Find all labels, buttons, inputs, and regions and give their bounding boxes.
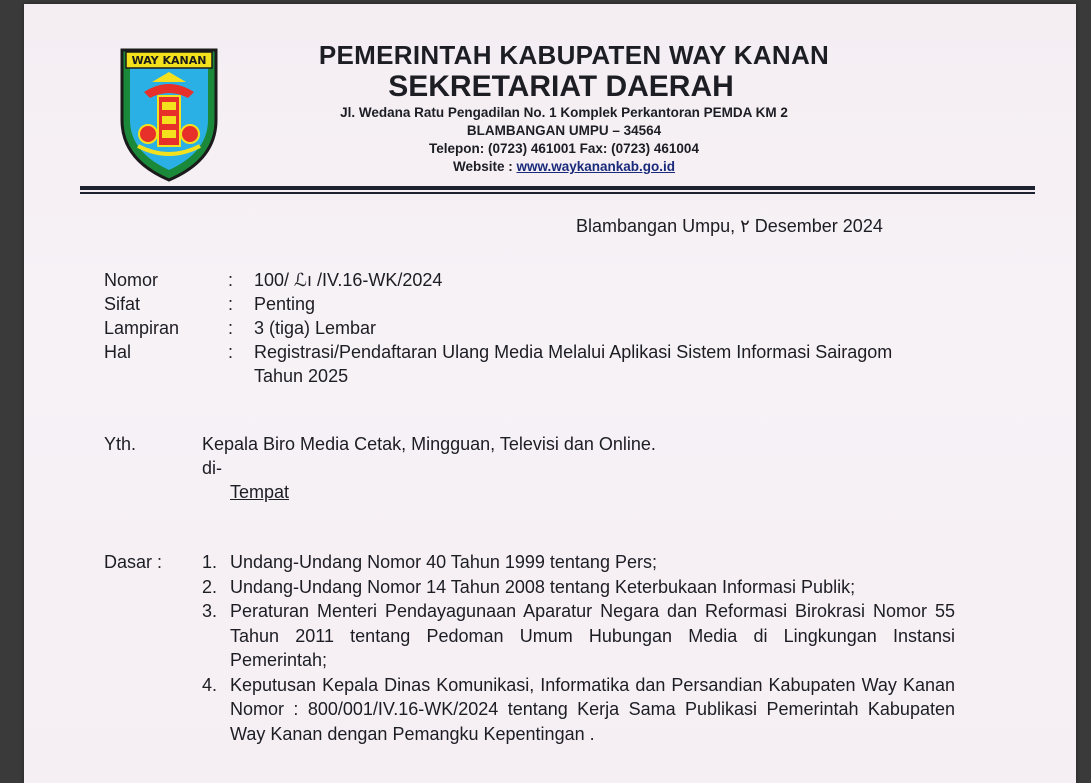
meta-row-hal	[104, 340, 934, 388]
place-date: Blambangan Umpu, ٢ Desember 2024	[576, 216, 883, 236]
meta-colon: :	[228, 294, 234, 314]
list-item-text: Undang-Undang Nomor 40 Tahun 1999 tentang Pers;	[230, 552, 657, 572]
letterhead-website-row	[264, 158, 864, 176]
letterhead	[264, 40, 864, 176]
meta-label: Hal	[104, 342, 132, 362]
meta-colon: :	[228, 270, 234, 290]
letterhead-address: Jl. Wedana Ratu Pengadilan No. 1 Komplek Perkantoran PEMDA KM 2	[340, 105, 788, 120]
list-item-number: 4.	[202, 674, 218, 695]
letter-page	[24, 4, 1076, 783]
recipient-di: di-	[202, 458, 223, 478]
recipient-label: Yth.	[104, 434, 137, 454]
recipient-name: Kepala Biro Media Cetak, Mingguan, Televisi dan Online.	[202, 434, 656, 454]
list-item-number: 1.	[202, 552, 218, 572]
meta-value: Registrasi/Pendaftaran Ulang Media Melalui Aplikasi Sistem Informasi Sairagom Tahun 2025	[254, 342, 893, 386]
list-item-number: 2.	[202, 576, 218, 597]
letterhead-divider-thick	[80, 186, 1035, 190]
list-item-text: Peraturan Menteri Pendayagunaan Aparatur Negara dan Reformasi Birokrasi Nomor 55 Tahun 2011 tentang Pedoman Umum Hubungan Media di Lingkungan Instansi Pemerintah;	[230, 601, 955, 670]
recipient-tempat: Tempat	[230, 482, 290, 502]
meta-value: 100/ ℒı /IV.16-WK/2024	[254, 270, 443, 290]
meta-colon: :	[228, 318, 234, 338]
list-item	[202, 599, 955, 673]
list-item-number: 3.	[202, 601, 218, 621]
list-item	[202, 575, 955, 600]
meta-label: Lampiran	[104, 318, 180, 338]
meta-row-sifat	[104, 292, 934, 316]
list-item	[202, 550, 955, 575]
letterhead-city: BLAMBANGAN UMPU – 34564	[466, 123, 662, 138]
meta-value: Penting	[254, 294, 316, 314]
letterhead-phone: Telepon: (0723) 461001 Fax: (0723) 461004	[429, 141, 699, 156]
letterhead-title: PEMERINTAH KABUPATEN WAY KANAN	[318, 40, 830, 70]
list-item-text: Keputusan Kepala Dinas Komunikasi, Informatika dan Persandian Kabupaten Way Kanan Nomor : 800/001/IV.16-WK/2024 tentang Kerja Sama Publikasi Pemerintah Kabupaten Way Kanan dengan Pemangku Kepentingan .	[230, 674, 955, 744]
letter-meta	[104, 268, 934, 388]
website-label: Website :	[452, 159, 513, 174]
dasar-list	[202, 550, 955, 746]
website-link[interactable]: www.waykanankab.go.id	[516, 159, 676, 174]
meta-row-nomor	[104, 268, 934, 292]
meta-colon: :	[228, 342, 234, 362]
letterhead-subtitle: SEKRETARIAT DAERAH	[388, 70, 734, 103]
list-item	[202, 673, 955, 747]
dasar-label: Dasar :	[104, 552, 163, 572]
meta-label: Nomor	[104, 270, 159, 290]
emblem-label: WAY KANAN	[131, 54, 207, 67]
way-kanan-emblem-icon	[118, 42, 220, 184]
list-item-text: Undang-Undang Nomor 14 Tahun 2008 tentang Keterbukaan Informasi Publik;	[230, 576, 856, 597]
meta-value: 3 (tiga) Lembar	[254, 318, 377, 338]
letterhead-divider-thin	[80, 192, 1035, 194]
meta-row-lampiran	[104, 316, 934, 340]
meta-label: Sifat	[104, 294, 141, 314]
